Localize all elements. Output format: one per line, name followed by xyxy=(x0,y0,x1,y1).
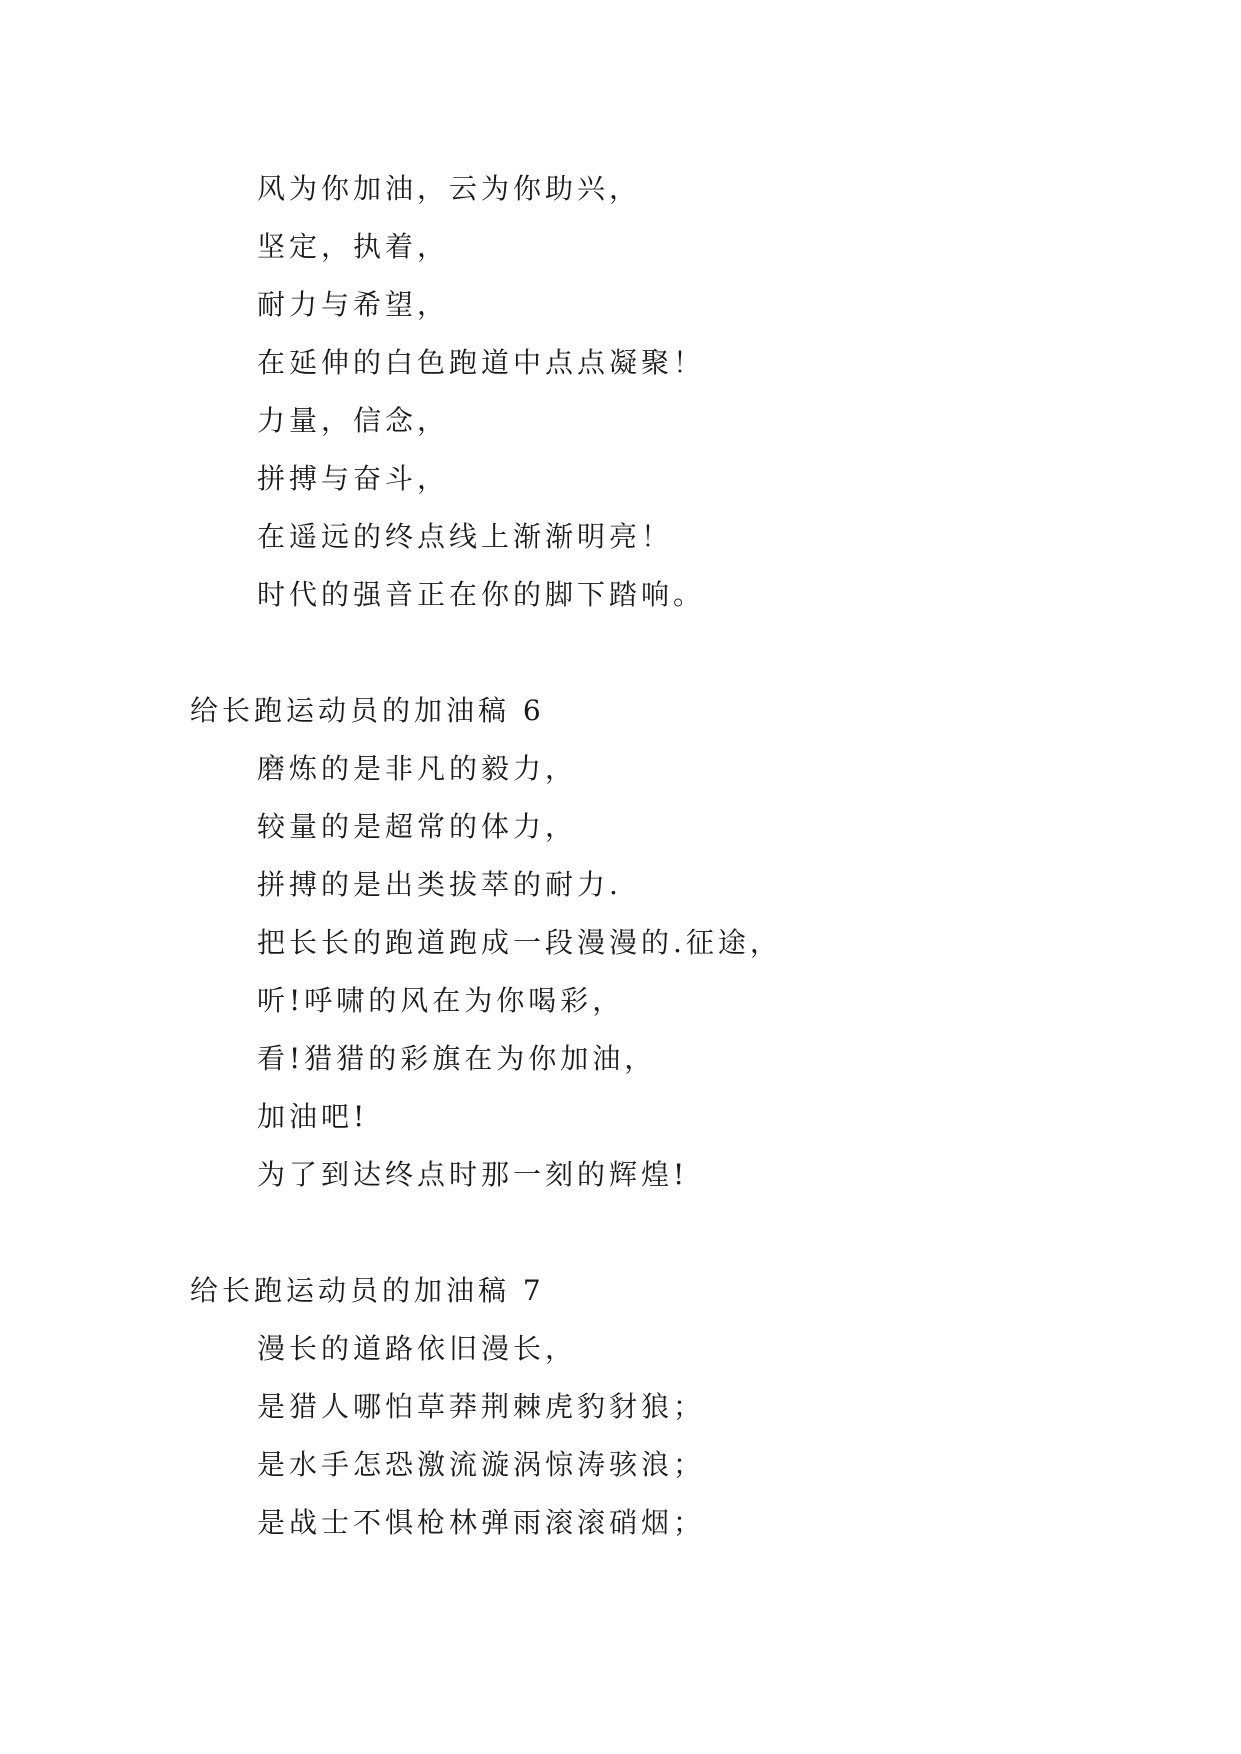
poem-line: 是战士不惧枪林弹雨滚滚硝烟； xyxy=(257,1506,706,1539)
poem-line: 为了到达终点时那一刻的辉煌! xyxy=(257,1158,689,1191)
poem-line: 在遥远的终点线上渐渐明亮！ xyxy=(257,520,674,553)
poem-line: 是水手怎恐激流漩涡惊涛骇浪； xyxy=(257,1448,706,1481)
section-title-6: 给长跑运动员的加油稿 6 xyxy=(190,694,545,727)
poem-line: 在延伸的白色跑道中点点凝聚！ xyxy=(257,346,706,379)
section-title-7: 给长跑运动员的加油稿 7 xyxy=(190,1274,545,1307)
poem-line: 把长长的跑道跑成一段漫漫的.征途， xyxy=(257,926,782,959)
poem-line: 拼搏的是出类拔萃的耐力. xyxy=(257,868,622,901)
poem-line: 较量的是超常的体力， xyxy=(257,810,578,843)
poem-line: 磨炼的是非凡的毅力， xyxy=(257,752,578,785)
poem-line: 风为你加油，云为你助兴， xyxy=(257,172,642,205)
poem-line: 是猎人哪怕草莽荆棘虎豹豺狼； xyxy=(257,1390,706,1423)
poem-line: 听!呼啸的风在为你喝彩， xyxy=(257,984,625,1017)
poem-line: 漫长的道路依旧漫长， xyxy=(257,1332,578,1365)
poem-line: 看!猎猎的彩旗在为你加油， xyxy=(257,1042,657,1075)
poem-line: 坚定，执着， xyxy=(257,230,450,263)
poem-line: 时代的强音正在你的脚下踏响。 xyxy=(257,578,706,611)
poem-line: 耐力与希望， xyxy=(257,288,450,321)
poem-line: 力量，信念， xyxy=(257,404,450,437)
poem-line: 加油吧! xyxy=(257,1100,369,1133)
poem-line: 拼搏与奋斗， xyxy=(257,462,450,495)
